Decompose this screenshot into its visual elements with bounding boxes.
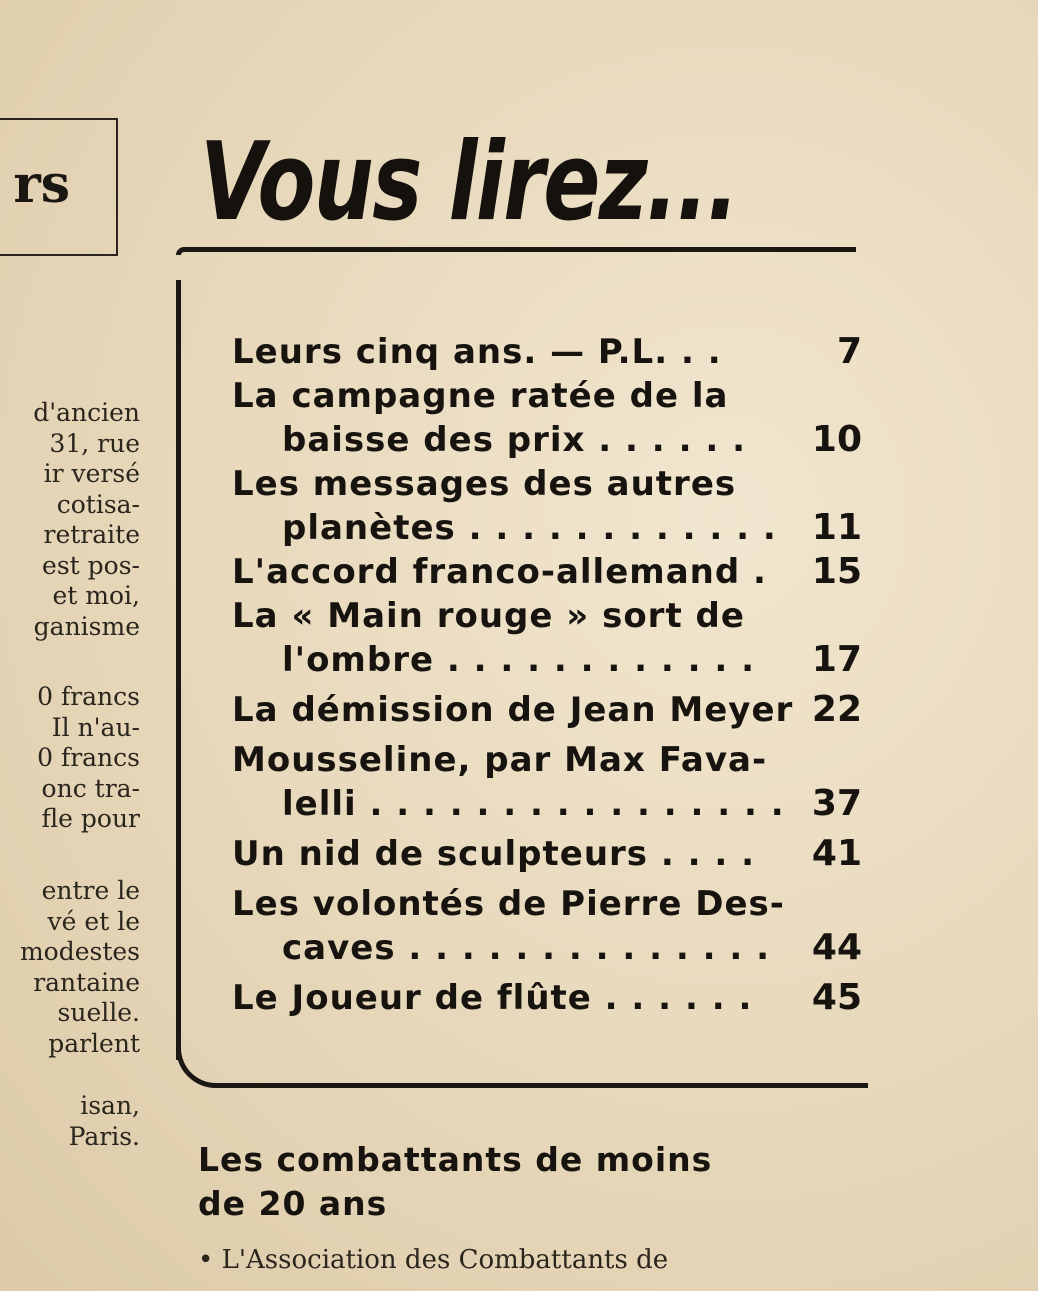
left-text-line: 0 francs <box>37 682 140 711</box>
toc-entry-title-continued: planètes . . . . . . . . . . . . <box>282 508 777 548</box>
toc-entry-title-continued: baisse des prix . . . . . . <box>282 420 746 460</box>
left-text-line: suelle. <box>57 998 140 1027</box>
left-text-line: et moi, <box>52 581 140 610</box>
left-text-line: 0 francs <box>37 743 140 772</box>
left-box-heading: rs <box>13 154 70 215</box>
article-combattants <box>198 1138 868 1276</box>
toc-page-number: 22 <box>811 689 862 730</box>
toc-entry-title: Leurs cinq ans. — P.L. . . <box>232 332 722 372</box>
toc-entry-title: Le Joueur de flûte . . . . . . <box>232 978 753 1018</box>
toc-page-number: 44 <box>811 927 862 968</box>
toc-entry[interactable] <box>232 594 862 682</box>
toc-page-number: 15 <box>811 551 862 592</box>
toc-entry-title: Mousseline, par Max Fava- <box>232 740 768 780</box>
toc-entry-title-continued: lelli . . . . . . . . . . . . . . . . <box>282 784 785 824</box>
toc-entry-title: Les messages des autres <box>232 464 737 504</box>
toc-entry[interactable] <box>232 976 862 1020</box>
toc-entry-title: L'accord franco-allemand . <box>232 552 767 592</box>
left-text-line: entre le <box>41 876 140 905</box>
toc-page-number: 10 <box>811 419 862 460</box>
toc-page-number: 7 <box>836 331 862 372</box>
toc-entry[interactable] <box>232 882 862 970</box>
left-text-line: modestes <box>19 937 140 966</box>
left-text-line: est pos- <box>42 550 140 580</box>
left-text-line: ganisme <box>33 611 140 641</box>
page-title: Vous lirez... <box>200 120 738 245</box>
toc-entry[interactable] <box>232 738 862 826</box>
table-of-contents <box>232 330 862 1020</box>
article-headline-line: de 20 ans <box>198 1184 388 1223</box>
toc-entry-title: Un nid de sculpteurs . . . . <box>232 834 756 874</box>
toc-page-number: 45 <box>811 977 862 1018</box>
frame-bottom-rule <box>176 1040 868 1088</box>
left-column-paragraph-1 <box>0 398 140 642</box>
toc-entry[interactable] <box>232 688 862 732</box>
left-column-paragraph-4 <box>0 1091 140 1152</box>
toc-entry-title: La campagne ratée de la <box>232 376 729 416</box>
toc-entry-title: La démission de Jean Meyer <box>232 690 794 730</box>
left-text-line: Il n'au- <box>51 712 140 742</box>
toc-entry-title-continued: l'ombre . . . . . . . . . . . . <box>282 640 756 680</box>
toc-entry[interactable] <box>232 374 862 462</box>
left-text-line: 31, rue <box>49 428 140 458</box>
article-headline-line: Les combattants de moins <box>198 1140 713 1179</box>
frame-left-rule <box>176 280 181 1060</box>
left-text-line: parlent <box>48 1028 140 1058</box>
toc-page-number: 11 <box>811 507 862 548</box>
left-text-line: vé et le <box>47 906 140 936</box>
toc-entry[interactable] <box>232 330 862 374</box>
toc-page-number: 17 <box>811 639 862 680</box>
left-text-line: ir versé <box>43 459 140 488</box>
toc-page-number: 37 <box>811 783 862 824</box>
left-text-line: Paris. <box>68 1121 140 1151</box>
left-text-line: onc tra- <box>41 773 140 803</box>
frame-top-rule <box>176 247 856 255</box>
toc-entry-title: La « Main rouge » sort de <box>232 596 745 636</box>
left-text-line: fle pour <box>41 804 140 833</box>
toc-entry[interactable] <box>232 550 862 594</box>
left-text-line: isan, <box>80 1091 140 1120</box>
left-text-line: retraite <box>43 520 140 549</box>
left-text-line: d'ancien <box>33 398 140 427</box>
article-body-line: • L'Association des Combattants de <box>198 1245 669 1275</box>
toc-entry-title-continued: caves . . . . . . . . . . . . . . <box>282 928 771 968</box>
toc-page-number: 41 <box>811 833 862 874</box>
toc-entry[interactable] <box>232 832 862 876</box>
toc-entry[interactable] <box>232 462 862 550</box>
toc-entry-title: Les volontés de Pierre Des- <box>232 884 785 924</box>
left-column-paragraph-3 <box>0 876 140 1059</box>
left-column-paragraph-2 <box>0 682 140 835</box>
left-text-line: rantaine <box>33 967 140 997</box>
left-text-line: cotisa- <box>56 489 140 519</box>
left-column-box <box>0 118 118 256</box>
